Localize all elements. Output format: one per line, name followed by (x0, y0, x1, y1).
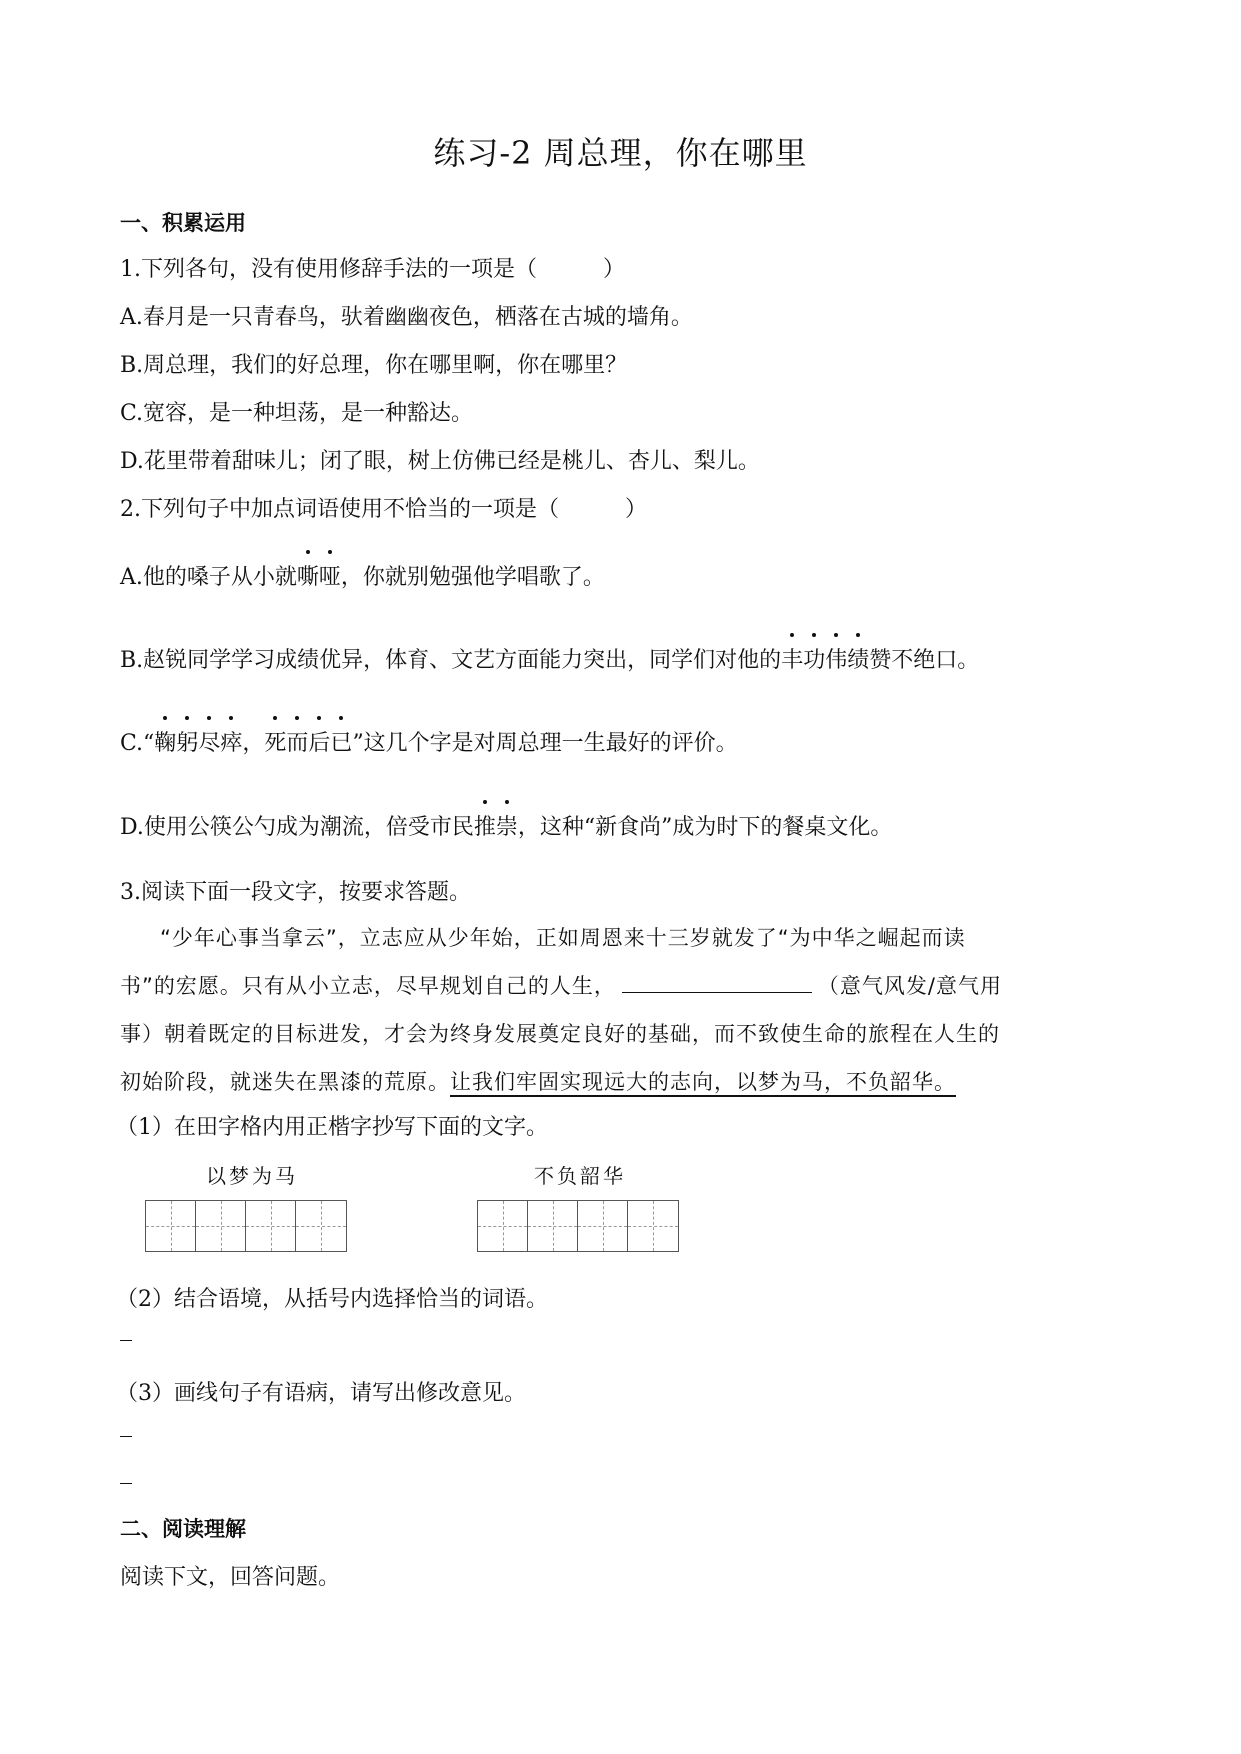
underlined-sentence: 让我们牢固实现远大的志向，以梦为马，不负韶华。 (450, 1070, 956, 1094)
option-text: 赞不绝口。 (869, 648, 980, 673)
dotted-char: 死 (264, 726, 286, 757)
section-heading-reading: 二、阅读理解 (120, 1517, 246, 1541)
grid-cell[interactable] (146, 1201, 196, 1251)
question-2-option-a (120, 560, 605, 591)
option-text: ，你就别勉强他学唱歌了。 (340, 565, 605, 590)
question-1-option-a: A.春月是一只青春鸟，驮着幽幽夜色，栖落在古城的墙角。 (120, 305, 693, 330)
dotted-char: 躬 (176, 726, 198, 757)
question-2-option-b (120, 643, 979, 674)
dotted-word (154, 731, 242, 756)
passage-line-1: “少年心事当拿云”，立志应从少年始，正如周恩来十三岁就发了“为中华之崛起而读 (160, 926, 966, 950)
dotted-char: 而 (286, 726, 308, 757)
option-text: ”这几个字是对周总理一生最好的评价。 (352, 731, 738, 756)
passage-line-2 (120, 970, 1120, 1000)
dotted-char: 尽 (198, 726, 220, 757)
passage-text: 书”的宏愿。只有从小立志，尽早规划自己的人生， (120, 974, 616, 998)
option-text: C.“ (120, 731, 155, 756)
dotted-word (264, 731, 352, 756)
grid-cell[interactable] (628, 1201, 678, 1251)
sub-question-1: （1）在田字格内用正楷字抄写下面的文字。 (116, 1115, 548, 1140)
question-3-stem: 3.阅读下面一段文字，按要求答题。 (120, 880, 471, 905)
sub-question-2: （2）结合语境，从括号内选择恰当的词语。 (116, 1287, 548, 1312)
question-1-option-d: D.花里带着甜味儿；闭了眼，树上仿佛已经是桃儿、杏儿、梨儿。 (120, 449, 760, 474)
dotted-char: 鞠 (154, 726, 176, 757)
passage-line-3: 事）朝着既定的目标进发，才会为终身发展奠定良好的基础，而不致使生命的旅程在人生的 (120, 1022, 1000, 1046)
question-2-stem: 2.下列句子中加点词语使用不恰当的一项是（ ） (120, 497, 647, 522)
dotted-word (297, 565, 341, 590)
dotted-char: 哑 (319, 560, 341, 591)
dotted-char: 嘶 (297, 560, 319, 591)
question-1-stem: 1.下列各句，没有使用修辞手法的一项是（ ） (120, 257, 625, 282)
option-text: A.他的嗓子从小就 (120, 565, 297, 590)
grid-cell[interactable] (196, 1201, 246, 1251)
tianzige-grid-1[interactable] (145, 1200, 347, 1252)
option-text: ，这种“新食尚”成为时下的餐桌文化。 (517, 815, 893, 840)
dotted-char: 丰 (781, 643, 803, 674)
sub-question-3: （3）画线句子有语病，请写出修改意见。 (116, 1381, 526, 1406)
answer-blank[interactable] (622, 972, 812, 993)
dotted-char: 绩 (847, 643, 869, 674)
answer-line[interactable] (120, 1340, 132, 1341)
section-heading-accumulation: 一、积累运用 (120, 211, 246, 235)
question-1-option-c: C.宽容，是一种坦荡，是一种豁达。 (120, 401, 474, 426)
reading-intro: 阅读下文，回答问题。 (120, 1565, 341, 1590)
question-1-option-b: B.周总理，我们的好总理，你在哪里啊，你在哪里？ (120, 353, 628, 378)
passage-text: （意气风发/意气用 (817, 974, 1002, 998)
dotted-char: 后 (308, 726, 330, 757)
option-text: B.赵锐同学学习成绩优异，体育、文艺方面能力突出，同学们对他的 (120, 648, 782, 673)
dotted-word (474, 815, 518, 840)
answer-line[interactable] (120, 1436, 132, 1437)
dotted-char: 推 (474, 810, 496, 841)
option-text: D.使用公筷公勺成为潮流，倍受市民 (120, 815, 474, 840)
dotted-word (781, 648, 869, 673)
tianzige-grid-2[interactable] (477, 1200, 679, 1252)
page-title: 练习-2 周总理，你在哪里 (433, 134, 808, 172)
question-2-option-c (120, 726, 738, 757)
dotted-char: 伟 (825, 643, 847, 674)
question-2-option-d (120, 810, 892, 841)
dotted-char: 功 (803, 643, 825, 674)
dotted-char: 崇 (496, 810, 518, 841)
dotted-char: 已 (330, 726, 352, 757)
grid-cell[interactable] (578, 1201, 628, 1251)
grid-cell[interactable] (528, 1201, 578, 1251)
grid-cell[interactable] (246, 1201, 296, 1251)
passage-text: 初始阶段，就迷失在黑漆的荒原。 (120, 1070, 450, 1094)
grid-label-2: 不负韶华 (534, 1164, 626, 1188)
grid-cell[interactable] (478, 1201, 528, 1251)
grid-cell[interactable] (296, 1201, 346, 1251)
answer-line[interactable] (120, 1483, 132, 1484)
dotted-char: 瘁 (220, 726, 242, 757)
grid-label-1: 以梦为马 (206, 1164, 298, 1188)
option-text: ， (242, 731, 265, 756)
passage-line-4 (120, 1066, 1120, 1096)
